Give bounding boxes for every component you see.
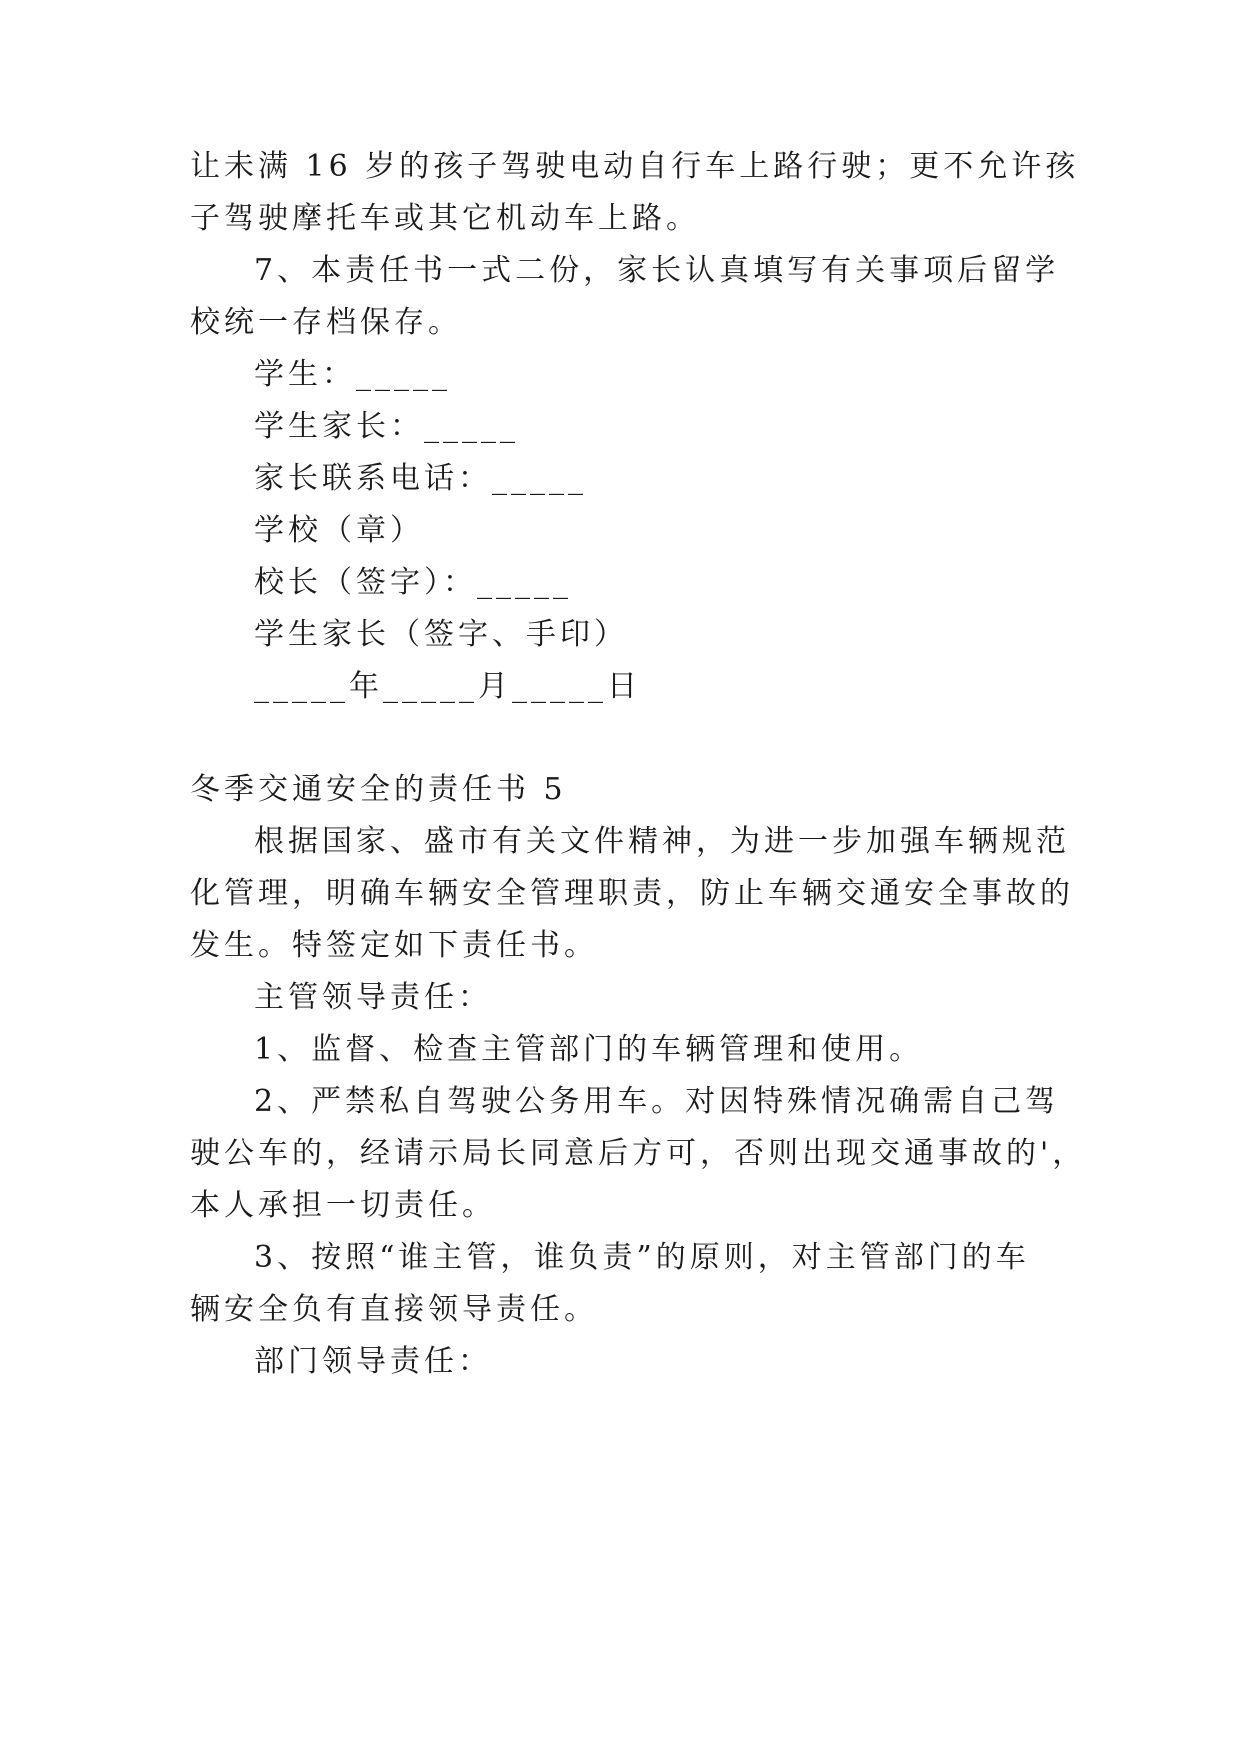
- item-7-line-2: 校统一存档保存。: [190, 305, 462, 340]
- parent-phone-field: 家长联系电话：_____: [254, 461, 587, 496]
- intro-line-1: 根据国家、盛市有关文件精神，为进一步加强车辆规范: [254, 824, 1070, 859]
- school-seal-field: 学校（章）: [254, 513, 424, 548]
- item-2-line-1: 2、严禁私自驾驶公务用车。对因特殊情况确需自己驾: [254, 1084, 1060, 1119]
- item-3-line-1: 3、按照“谁主管，谁负责”的原则，对主管部门的车: [254, 1240, 1030, 1275]
- continuation-line-2: 子驾驶摩托车或其它机动车上路。: [190, 201, 700, 236]
- item-1: 1、监督、检查主管部门的车辆管理和使用。: [254, 1032, 924, 1067]
- item-3-line-2: 辆安全负有直接领导责任。: [190, 1292, 598, 1327]
- item-2-line-3: 本人承担一切责任。: [190, 1188, 496, 1223]
- principal-signature-field: 校长（签字）：_____: [254, 565, 572, 600]
- intro-line-2: 化管理，明确车辆安全管理职责，防止车辆交通安全事故的: [190, 876, 1074, 911]
- student-field: 学生：_____: [254, 357, 451, 392]
- item-7-line-1: 7、本责任书一式二份，家长认真填写有关事项后留学: [254, 253, 1060, 288]
- item-2-line-2: 驶公车的，经请示局长同意后方可，否则出现交通事故的'，: [190, 1136, 1087, 1171]
- date-field: _____年_____月_____日: [254, 669, 641, 704]
- parent-signature-field: 学生家长（签字、手印）: [254, 617, 628, 652]
- leader-responsibility-heading: 主管领导责任：: [254, 980, 492, 1015]
- section-5-heading: 冬季交通安全的责任书 5: [190, 772, 567, 807]
- intro-line-3: 发生。特签定如下责任书。: [190, 928, 598, 963]
- department-responsibility-heading: 部门领导责任：: [254, 1344, 492, 1379]
- parent-field: 学生家长：_____: [254, 409, 519, 444]
- continuation-line-1: 让未满 16 岁的孩子驾驶电动自行车上路行驶；更不允许孩: [190, 149, 1080, 184]
